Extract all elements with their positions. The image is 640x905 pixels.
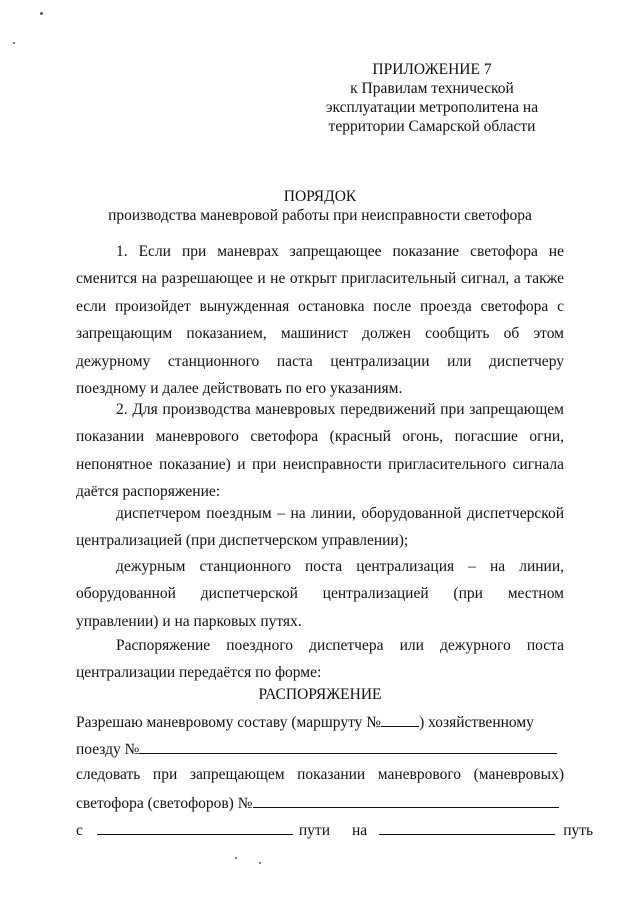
appendix-line: к Правилам технической	[350, 80, 514, 97]
appendix-block	[312, 60, 552, 136]
form-title: РАСПОРЯЖЕНИЕ	[258, 686, 382, 703]
form-line-train: поезду №	[76, 739, 564, 761]
scan-speck	[40, 12, 43, 15]
form-line-route: Разрешаю маневровому составу (маршруту № ) хозяйственному	[76, 714, 534, 731]
form-line-tracks: с пути на путь	[76, 822, 594, 839]
appendix-title: ПРИЛОЖЕНИЕ 7	[372, 61, 492, 78]
paragraph-3: диспетчером поездным – на линии, оборудованной диспетчерской централизацией (при диспетчерском управлении);	[76, 505, 564, 550]
from-track-blank[interactable]	[97, 820, 293, 835]
paragraph-4: дежурным станционного поста централизация – на линии, оборудованной диспетчерской централизацией (при местном управлении) и на парковых путях.	[76, 558, 564, 630]
route-number-blank[interactable]	[381, 712, 419, 727]
train-number-blank[interactable]	[139, 739, 557, 754]
appendix-line: эксплуатации метрополитена на	[325, 99, 539, 116]
scan-speck	[235, 857, 237, 859]
scan-speck	[259, 862, 261, 864]
paragraph-1: 1. Если при маневрах запрещающее показание светофора не сменится на разрешающее и не открыт пригласительный сигнал, а также если произойдет вынужденная остановка после проезда светофора с запрещающим показанием, машинист должен сообщить об этом дежурному станционного паста централизации или диспетчеру поездному и далее действовать по его указаниям.	[76, 243, 564, 398]
paragraph-5: Распоряжение поездного диспетчера или дежурного поста централизации передаётся по форме:	[76, 637, 564, 682]
appendix-line: территории Самарской области	[328, 118, 536, 135]
signal-number-blank[interactable]	[253, 793, 559, 808]
form-line-follow: следовать при запрещающем показании маневрового (маневровых)	[76, 766, 564, 783]
scan-speck	[13, 42, 15, 44]
document-title: ПОРЯДОК	[283, 188, 357, 205]
form-line-signal: светофора (светофоров) №	[76, 793, 564, 815]
paragraph-2: 2. Для производства маневровых передвижений при запрещающем показании маневрового светофора (красный огонь, погасшие огни, непонятное показание) и при неисправности пригласительного сигнала даётся распоряжение:	[76, 401, 564, 501]
document-subtitle: производства маневровой работы при неисправности светофора	[108, 207, 532, 224]
to-track-blank[interactable]	[379, 820, 555, 835]
